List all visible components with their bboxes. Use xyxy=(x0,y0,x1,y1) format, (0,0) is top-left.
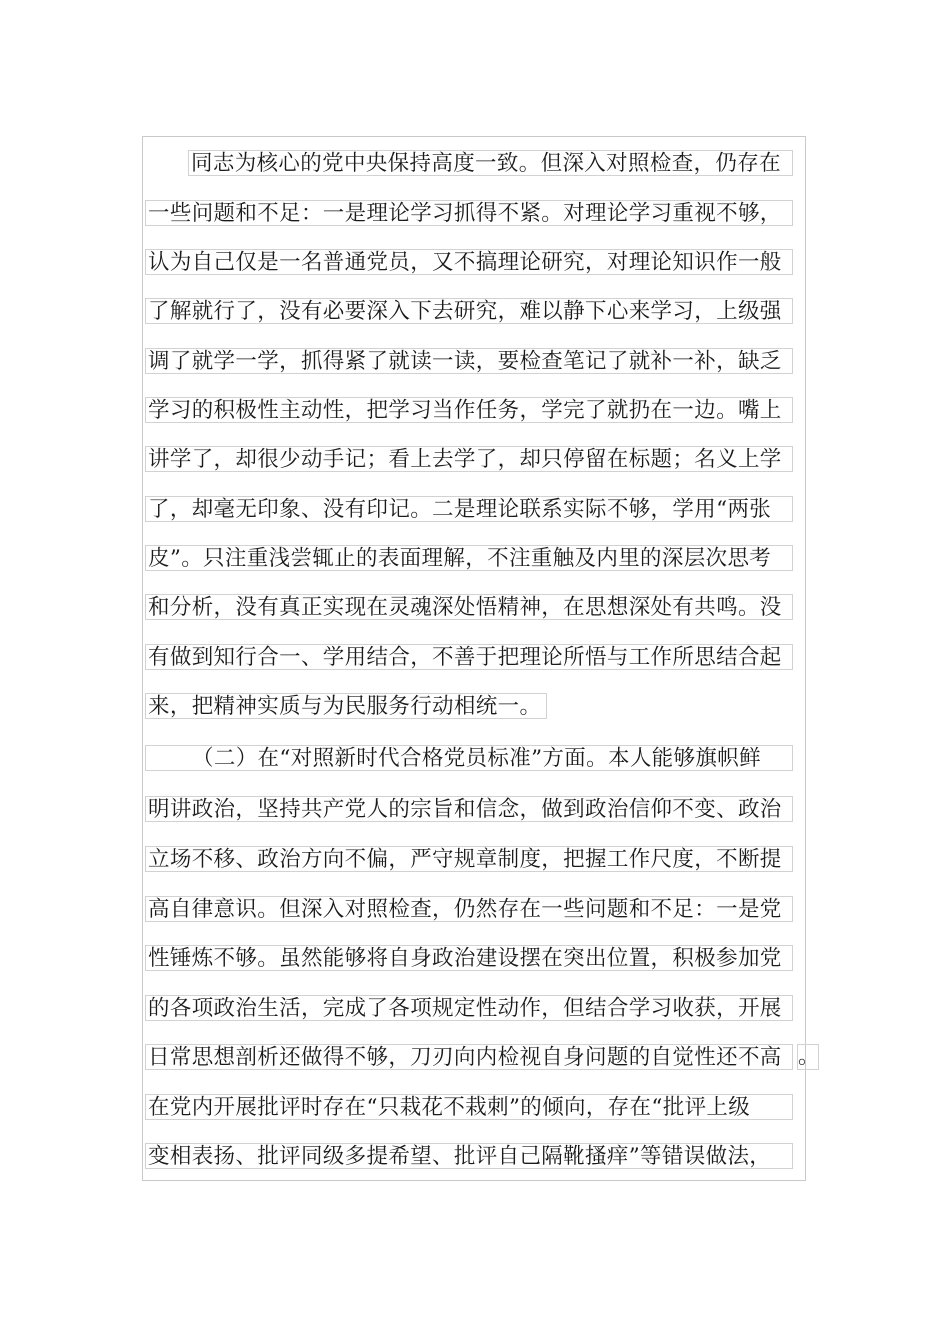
text-line: 讲学了，却很少动手记；看上去学了，却只停留在标题；名义上学 xyxy=(145,446,793,472)
text-line: （二）在“对照新时代合格党员标准”方面。本人能够旗帜鲜 xyxy=(145,745,793,771)
text-line: 立场不移、政治方向不偏，严守规章制度，把握工作尺度，不断提 xyxy=(145,846,793,872)
text-line: 同志为核心的党中央保持高度一致。但深入对照检查，仍存在 xyxy=(188,150,793,176)
text-line: 日常思想剖析还做得不够，刀刃向内检视自身问题的自觉性还不高 xyxy=(145,1044,793,1070)
text-line: 认为自己仅是一名普通党员，又不搞理论研究，对理论知识作一般 xyxy=(145,249,793,275)
text-line: 学习的积极性主动性，把学习当作任务，学完了就扔在一边。嘴上 xyxy=(145,397,793,423)
text-line: 了，却毫无印象、没有印记。二是理论联系实际不够，学用“两张 xyxy=(145,496,793,522)
text-line: 在党内开展批评时存在“只栽花不栽刺”的倾向，存在“批评上级 xyxy=(145,1094,793,1120)
text-line: 来，把精神实质与为民服务行动相统一。 xyxy=(145,693,547,719)
text-line: 高自律意识。但深入对照检查，仍然存在一些问题和不足：一是党 xyxy=(145,896,793,922)
text-line: 的各项政治生活，完成了各项规定性动作，但结合学习收获，开展 xyxy=(145,995,793,1021)
text-line: 了解就行了，没有必要深入下去研究，难以静下心来学习，上级强 xyxy=(145,298,793,324)
text-line: 和分析，没有真正实现在灵魂深处悟精神，在思想深处有共鸣。没 xyxy=(145,594,793,620)
text-line: 性锤炼不够。虽然能够将自身政治建设摆在突出位置，积极参加党 xyxy=(145,945,793,971)
overflow-period-box xyxy=(797,1044,819,1070)
text-line: 变相表扬、批评同级多提希望、批评自己隔靴搔痒”等错误做法， xyxy=(145,1143,793,1169)
text-line: 有做到知行合一、学用结合，不善于把理论所悟与工作所思结合起 xyxy=(145,644,793,670)
text-line: 明讲政治，坚持共产党人的宗旨和信念，做到政治信仰不变、政治 xyxy=(145,796,793,822)
text-line: 皮”。只注重浅尝辄止的表面理解，不注重触及内里的深层次思考 xyxy=(145,545,793,571)
overflow-period: 。 xyxy=(798,1044,820,1069)
text-line: 一些问题和不足：一是理论学习抓得不紧。对理论学习重视不够， xyxy=(145,200,793,226)
text-line: 调了就学一学，抓得紧了就读一读，要检查笔记了就补一补，缺乏 xyxy=(145,348,793,374)
